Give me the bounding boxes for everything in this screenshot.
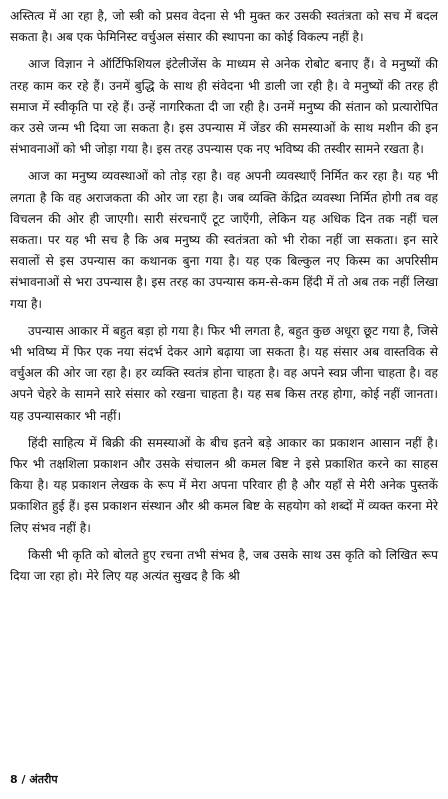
paragraph-5: हिंदी साहित्य में बिक्री की समस्याओं के बीच इतने बड़े आकार का प्रकाशन आसान नहीं है। फिर भी तक्षशिला प्रकाशन और उसके संचालन श्री कमल बिष्ट ने इसे प्रकाशित करने का साहस किया है। यह प्रकाशन लेखक के रूप में मेरा अपना परिवार ही है और यहाँ से मेरी अनेक पुस्तकें प्रकाशित हुई हैं। इस प्रकाशन संस्थान और श्री कमल बिष्ट के सहयोग को शब्दों में व्यक्त करना मेरे लिए संभव नहीं है। bbox=[10, 435, 438, 535]
paragraph-1: अस्तित्व में आ रहा है, जो स्त्री को प्रसव वेदना से भी मुक्त कर उसकी स्वतंत्रता को सच में बदल सकता है। अब एक फेमिनिस्ट वर्चुअल संसार की स्थापना का कोई विकल्प नहीं है। bbox=[10, 9, 438, 45]
page-number: 8 bbox=[10, 773, 18, 786]
page-footer bbox=[10, 772, 58, 787]
paragraph-4: उपन्यास आकार में बहुत बड़ा हो गया है। फिर भी लगता है, बहुत कुछ अधूरा छूट गया है, जिसे भी भविष्य में फिर एक नया संदर्भ देकर आगे बढ़ाया जा सकता है। यह संसार अब वास्तविक से वर्चुअल की ओर जा रहा है। हर व्यक्ति स्वतंत्र होना चाहता है। वह अपने स्वप्न जीना चाहता है। वह अपने चेहरे के सामने सारे संसार को रखना चाहता है। यह सब किस तरह होगा, कोई नहीं जानता। यह उपन्यासकार भी नहीं। bbox=[10, 323, 438, 423]
book-title: अंतरीप bbox=[29, 773, 58, 786]
paragraph-6: किसी भी कृति को बोलते हुए रचना तभी संभव है, जब उसके साथ उस कृति को लिखित रूप दिया जा रहा हो। मेरे लिए यह अत्यंत सुखद है कि श्री bbox=[10, 547, 438, 584]
footer-separator: / bbox=[21, 773, 26, 786]
paragraph-3: आज का मनुष्य व्यवस्थाओं को तोड़ रहा है। वह अपनी व्यवस्थाएँ निर्मित कर रहा है। यह भी लगता है कि वह अराजकता की ओर जा रहा है। जब व्यक्ति केंद्रित व्यवस्था निर्मित होगी तब वह विचलन की ओर ही जाएगी। सारी संरचनाएँ टूट जाएँगी, लेकिन यह अधिक दिन तक नहीं चल सकता। पर यह भी सच है कि अब मनुष्य की स्वतंत्रता को भी रोका नहीं जा सकता। इन सारे सवालों से इस उपन्यास का कथानक बुना गया है। यह एक बिल्कुल नए किस्म का अपरिसीम संभावनाओं से भरा उपन्यास है। इस तरह का उपन्यास कम-से-कम हिंदी में तो अब तक नहीं लिखा गया है। bbox=[10, 169, 438, 311]
paragraph-2: आज विज्ञान ने ऑर्टिफिशियल इंटेलीजेंस के माध्यम से अनेक रोबोट बनाए हैं। वे मनुष्यों की तरह काम कर रहे हैं। उनमें बुद्धि के साथ ही संवेदना भी डाली जा रही है। वे मनुष्यों की तरह ही समाज में स्वीकृति पा रहे हैं। उन्हें नागरिकता दी जा रही है। उनमें मनुष्य की संतान को प्रत्यारोपित कर उसे जन्म भी दिया जा सकता है। इस उपन्यास में जेंडर की समस्याओं के साथ मशीन की इन संभावनाओं को भी जोड़ा गया है। इस तरह उपन्यास एक नए भविष्य की तस्वीर सामने रखता है। bbox=[10, 57, 438, 157]
